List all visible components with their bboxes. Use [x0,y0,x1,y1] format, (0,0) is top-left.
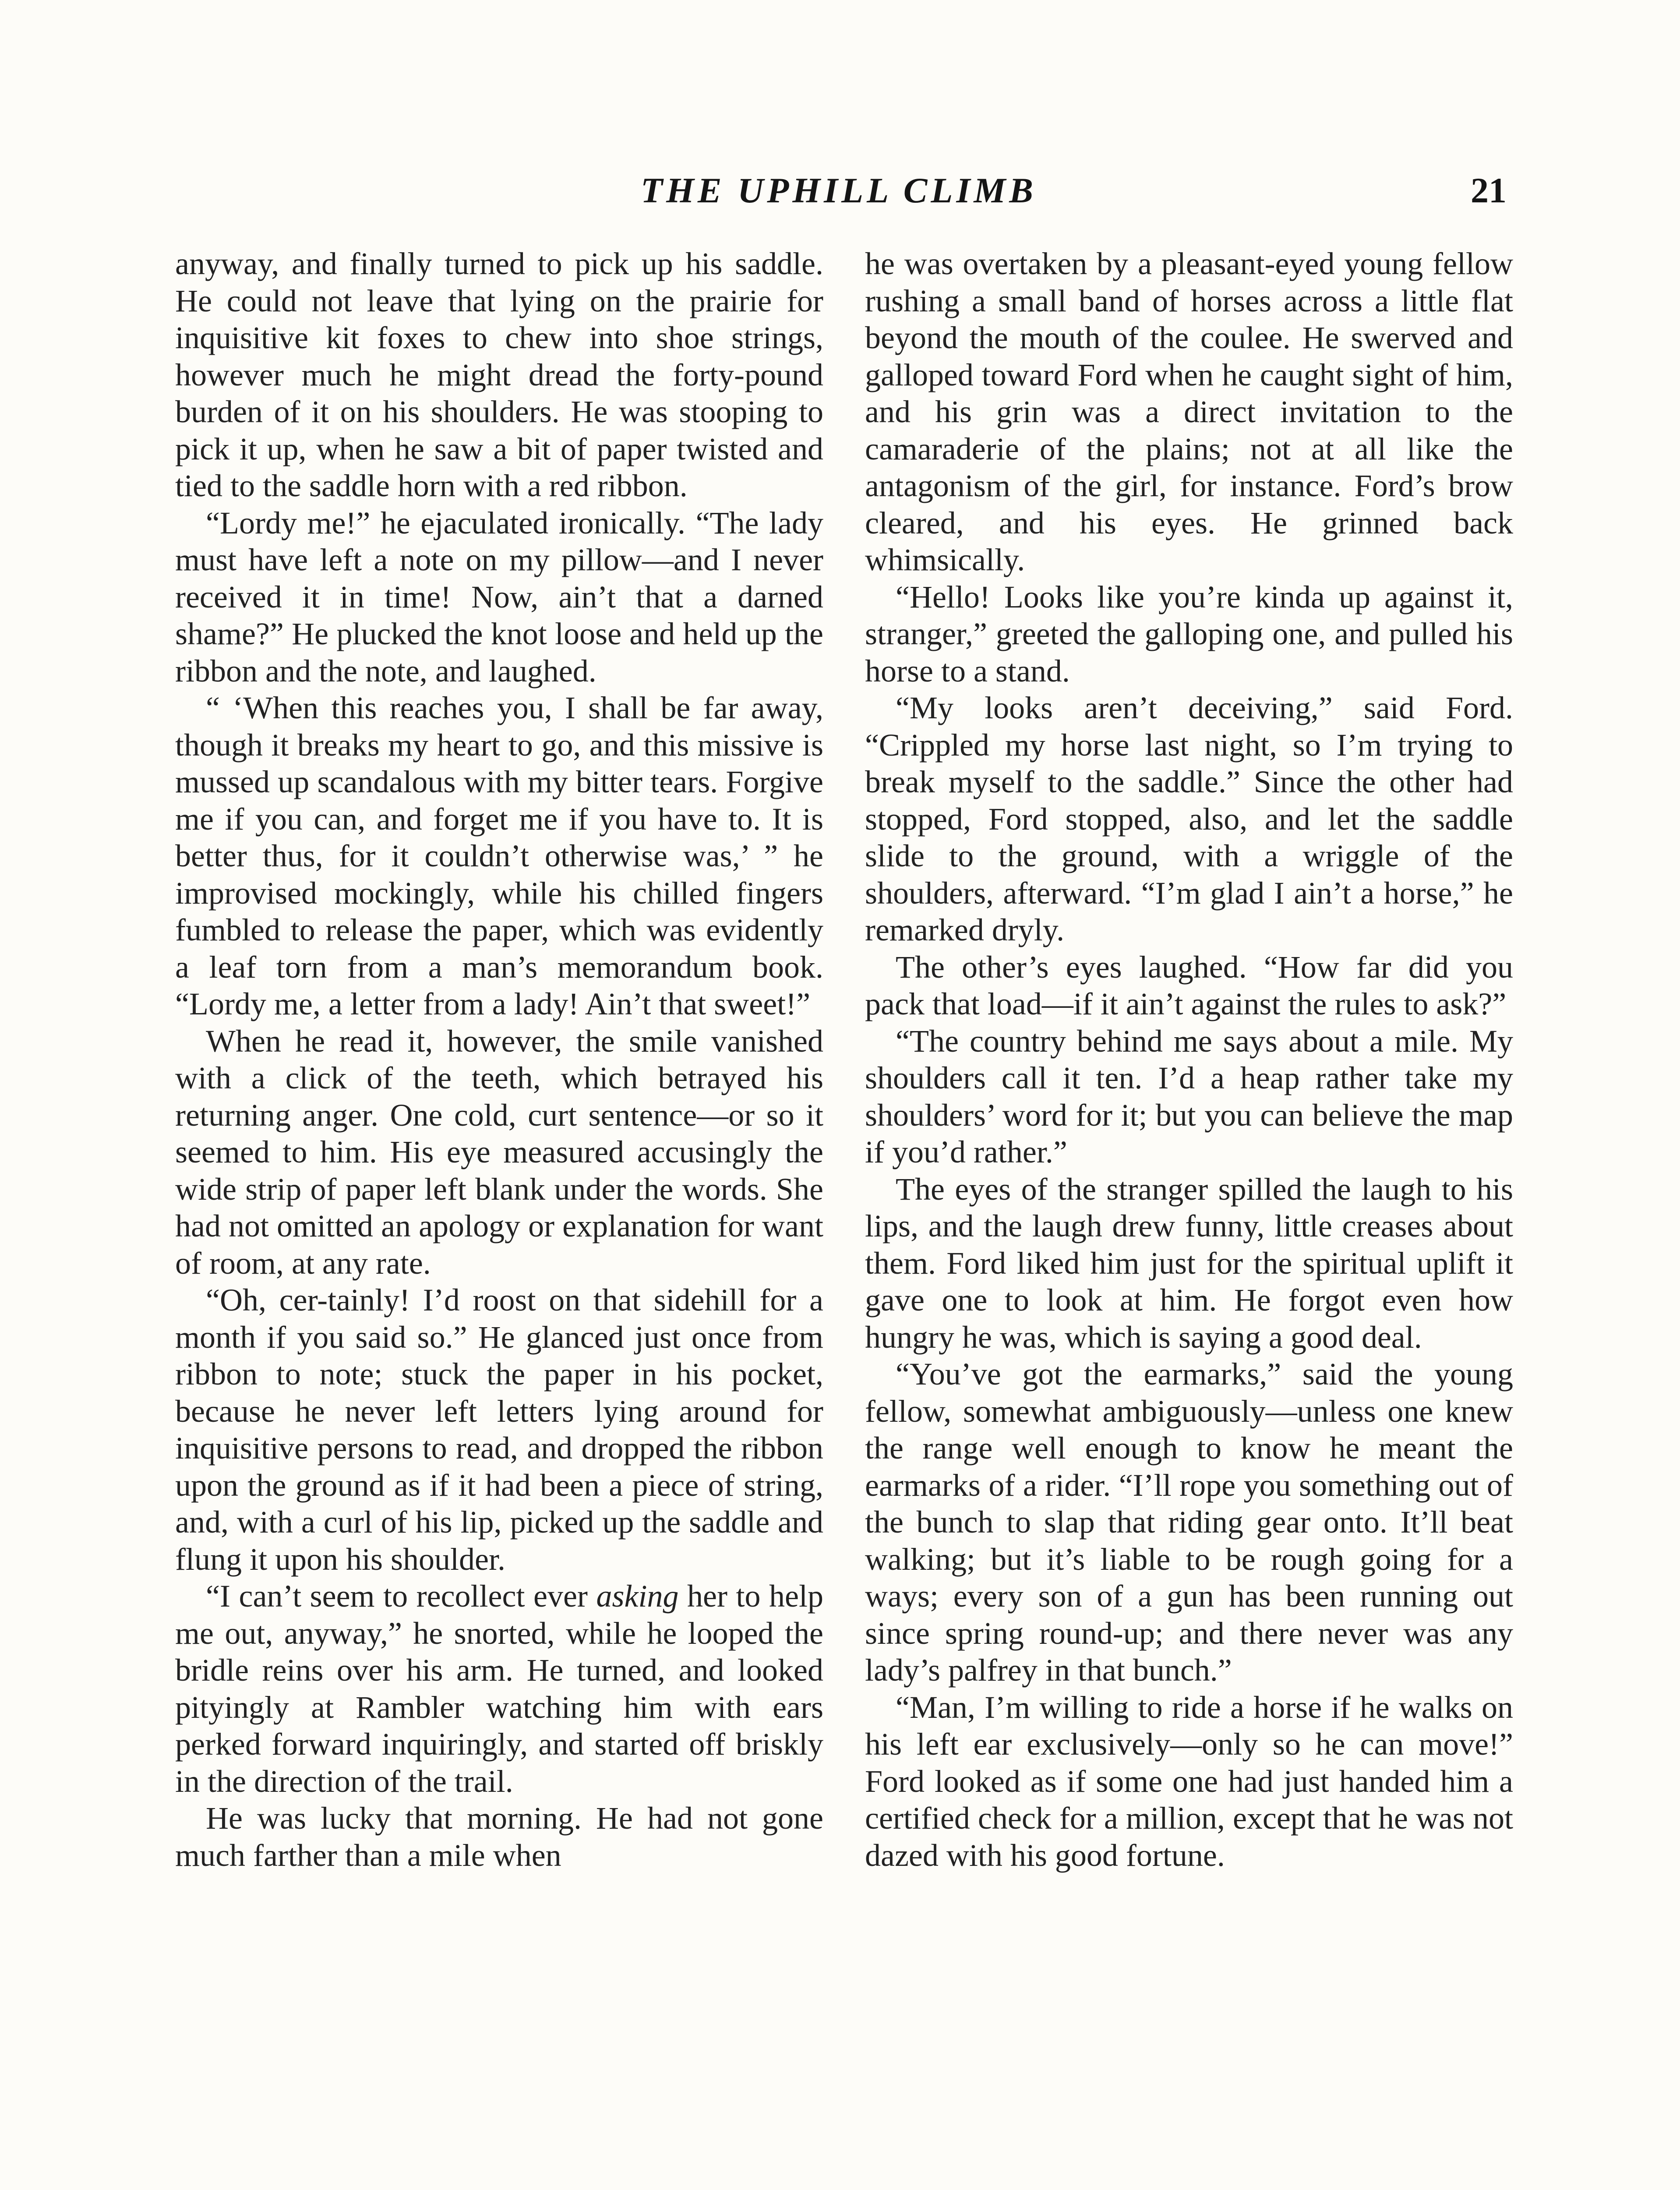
right-paragraph-8: “Man, I’m willing to ride a horse if he walks on his left ear exclusively—only so he can move!” Ford looked as if some one had just handed him a certified check for a million, except that he was not dazed with his good fortune. [865,1689,1513,1873]
right-paragraph-1: he was overtaken by a pleasant-eyed young fellow rushing a small band of horses across a little flat beyond the mouth of the coulee. He swerved and galloped toward Ford when he caught sight of him, and his grin was a direct invitation to the camaraderie of the plains; not at all like the antagonism of the girl, for instance. Ford’s brow cleared, and his eyes. He grinned back whimsically. [865,246,1513,577]
right-paragraph-7: “You’ve got the earmarks,” said the young fellow, somewhat ambiguously—unless one knew the range well enough to know he meant the earmarks of a rider. “I’ll rope you something out of the bunch to slap that riding gear onto. It’ll beat walking; but it’s liable to be rough going for a ways; every son of a gun has been running out since spring round-up; and there never was any lady’s palfrey in that bunch.” [865,1356,1513,1688]
right-paragraph-3: “My looks aren’t deceiving,” said Ford. “Crippled my horse last night, so I’m trying to break myself to the saddle.” Since the other had stopped, Ford stopped, also, and let the saddle slide to the ground, with a wriggle of the shoulders, afterward. “I’m glad I ain’t a horse,” he remarked dryly. [865,690,1513,947]
right-paragraph-5: “The country behind me says about a mile. My shoulders call it ten. I’d a heap rather take my shoulders’ word for it; but you can believe the map if you’d rather.” [865,1023,1513,1169]
left-paragraph-7: He was lucky that morning. He had not gone much farther than a mile when [175,1801,823,1873]
left-paragraph-2: “Lordy me!” he ejaculated ironically. “The lady must have left a note on my pillow—and I never received it in time! Now, ain’t that a darned shame?” He plucked the knot loose and held up the ribbon and the note, and laughed. [175,505,823,689]
left-column [175,245,823,1874]
left-paragraph-6 [175,1578,823,1800]
right-paragraph-4: The other’s eyes laughed. “How far did you pack that load—if it ain’t against the rules to ask?” [865,949,1513,1021]
left-paragraph-5: “Oh, cer-tainly! I’d roost on that sidehill for a month if you said so.” He glanced just once from ribbon to note; stuck the paper in his pocket, because he never left letters lying around for inquisitive persons to read, and dropped the ribbon upon the ground as if it had been a piece of string, and, with a curl of his lip, picked up the saddle and flung it upon his shoulder. [175,1282,823,1577]
page-number: 21 [1471,170,1507,210]
running-title: THE UPHILL CLIMB [641,170,1037,210]
emphasis-asking: asking [596,1579,679,1614]
left-paragraph-6-end: her to help me out, anyway,” he snorted, while he looped the bridle reins over his arm. He turned, and looked pityingly at Rambler watching him with ears perked forward inquiringly, and started off briskly in the direction of the trail. [175,1579,823,1799]
right-paragraph-6: The eyes of the stranger spilled the laugh to his lips, and the laugh drew funny, little creases about them. Ford liked him just for the spiritual uplift it gave one to look at him. He forgot even how hungry he was, which is saying a good deal. [865,1171,1513,1355]
right-column [865,245,1513,1874]
left-paragraph-6-start: “I can’t seem to recollect ever [206,1579,596,1614]
left-paragraph-3: “ ‘When this reaches you, I shall be far away, though it breaks my heart to go, and this missive is mussed up scandalous with my bitter tears. Forgive me if you can, and forget me if you have to. It is better thus, for it couldn’t otherwise was,’ ” he improvised mockingly, while his chilled fingers fumbled to release the paper, which was evidently a leaf torn from a man’s memorandum book. “Lordy me, a letter from a lady! Ain’t that sweet!” [175,690,823,1021]
right-paragraph-2: “Hello! Looks like you’re kinda up against it, stranger,” greeted the galloping one, and pulled his horse to a stand. [865,579,1513,689]
left-paragraph-4: When he read it, however, the smile vanished with a click of the teeth, which betrayed his returning anger. One cold, curt sentence—or so it seemed to him. His eye measured accusingly the wide strip of paper left blank under the words. She had not omitted an apology or explanation for want of room, at any rate. [175,1023,823,1281]
running-head [171,166,1507,215]
left-paragraph-1: anyway, and finally turned to pick up his saddle. He could not leave that lying on the prairie for inquisitive kit foxes to chew into shoe strings, however much he might dread the forty-pound burden of it on his shoulders. He was stooping to pick it up, when he saw a bit of paper twisted and tied to the saddle horn with a red ribbon. [175,246,823,503]
